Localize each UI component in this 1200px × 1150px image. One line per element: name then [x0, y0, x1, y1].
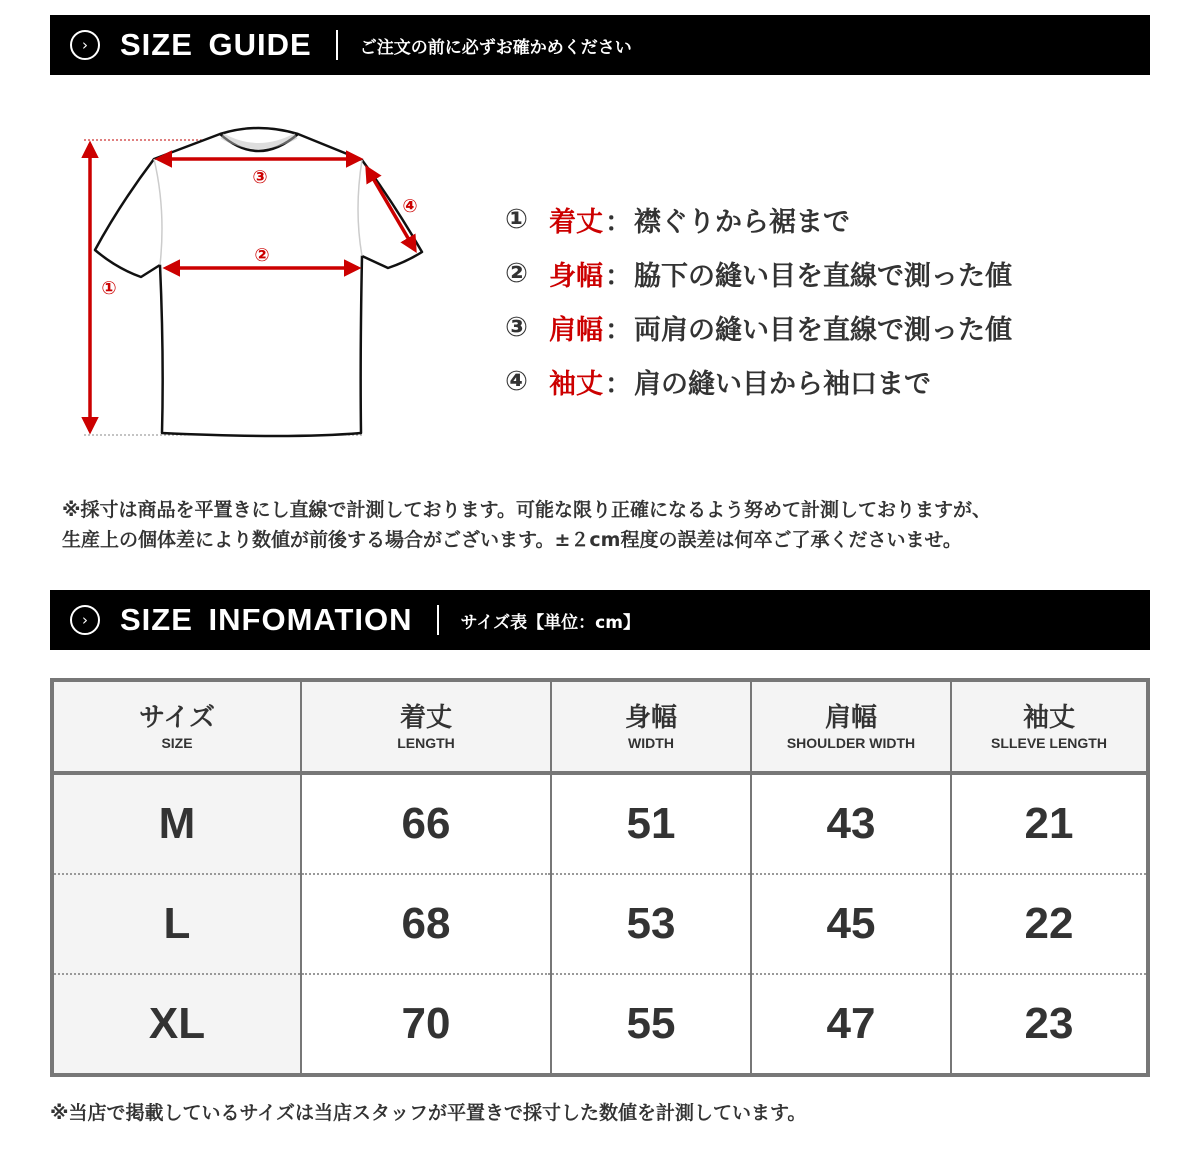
tshirt-measurement-diagram	[70, 110, 440, 450]
size-footnote: ※当店で掲載しているサイズは当店スタッフが平置きで採寸した数値を計測しています。	[50, 1102, 807, 1124]
legend-description: 脇下の縫い目を直線で測った値	[634, 260, 1012, 292]
legend-term: 肩幅	[549, 314, 603, 346]
table-row	[52, 974, 1148, 1075]
legend-item-length	[505, 192, 1012, 246]
legend-item-shoulder	[505, 300, 1012, 354]
marker-shoulder: ③	[252, 167, 268, 188]
legend-description: 両肩の縫い目を直線で測った値	[634, 314, 1012, 346]
size-info-banner	[50, 590, 1150, 650]
measurement-legend	[505, 192, 1012, 408]
header-sleeve-length: 袖丈 SLLEVE LENGTH	[951, 680, 1148, 773]
legend-colon: ：	[605, 260, 632, 292]
length-cell: 66	[301, 773, 551, 874]
size-guide-title: SIZE GUIDE	[120, 27, 312, 62]
legend-description: 肩の縫い目から袖口まで	[634, 368, 931, 400]
header-shoulder-width: 肩幅 SHOULDER WIDTH	[751, 680, 951, 773]
width-cell: 51	[551, 773, 751, 874]
chevron-right-icon: ›	[70, 30, 100, 60]
width-cell: 55	[551, 974, 751, 1075]
measurement-disclaimer	[62, 495, 1152, 555]
shoulder-cell: 43	[751, 773, 951, 874]
size-guide-banner	[50, 15, 1150, 75]
sleeve-cell: 21	[951, 773, 1148, 874]
size-cell: M	[52, 773, 301, 874]
chevron-right-icon: ›	[70, 605, 100, 635]
table-row	[52, 773, 1148, 874]
legend-colon: ：	[605, 314, 632, 346]
header-size: サイズ SIZE	[52, 680, 301, 773]
table-row	[52, 874, 1148, 974]
marker-width: ②	[254, 245, 270, 266]
legend-item-width	[505, 246, 1012, 300]
legend-term: 身幅	[549, 260, 603, 292]
header-width: 身幅 WIDTH	[551, 680, 751, 773]
banner-divider	[437, 605, 439, 635]
size-info-subtitle: サイズ表【単位：cm】	[460, 612, 640, 633]
legend-number: ②	[505, 257, 528, 289]
legend-term: 着丈	[549, 206, 603, 238]
length-cell: 68	[301, 874, 551, 974]
disclaimer-line-2: 生産上の個体差により数値が前後する場合がございます。±２cm程度の誤差は何卒ご了承くださいませ。	[62, 529, 962, 551]
size-cell: L	[52, 874, 301, 974]
legend-description: 襟ぐりから裾まで	[634, 206, 850, 238]
banner-divider	[336, 30, 338, 60]
size-guide-subtitle: ご注文の前に必ずお確かめください	[359, 37, 632, 58]
width-cell: 53	[551, 874, 751, 974]
size-table	[50, 678, 1150, 1077]
table-header-row	[52, 680, 1148, 773]
marker-length: ①	[101, 278, 117, 299]
legend-number: ④	[505, 365, 528, 397]
size-info-title: SIZE INFOMATION	[120, 602, 413, 637]
legend-colon: ：	[605, 206, 632, 238]
length-cell: 70	[301, 974, 551, 1075]
marker-sleeve: ④	[402, 196, 418, 217]
size-cell: XL	[52, 974, 301, 1075]
shoulder-cell: 47	[751, 974, 951, 1075]
legend-item-sleeve	[505, 354, 1012, 408]
shoulder-cell: 45	[751, 874, 951, 974]
header-length: 着丈 LENGTH	[301, 680, 551, 773]
disclaimer-line-1: ※採寸は商品を平置きにし直線で計測しております。可能な限り正確になるよう努めて計測しておりますが、	[62, 499, 991, 521]
sleeve-cell: 23	[1024, 999, 1074, 1048]
legend-number: ①	[505, 203, 528, 235]
legend-colon: ：	[605, 368, 632, 400]
legend-term: 袖丈	[549, 368, 603, 400]
legend-number: ③	[505, 311, 528, 343]
sleeve-cell: 22	[951, 874, 1148, 974]
